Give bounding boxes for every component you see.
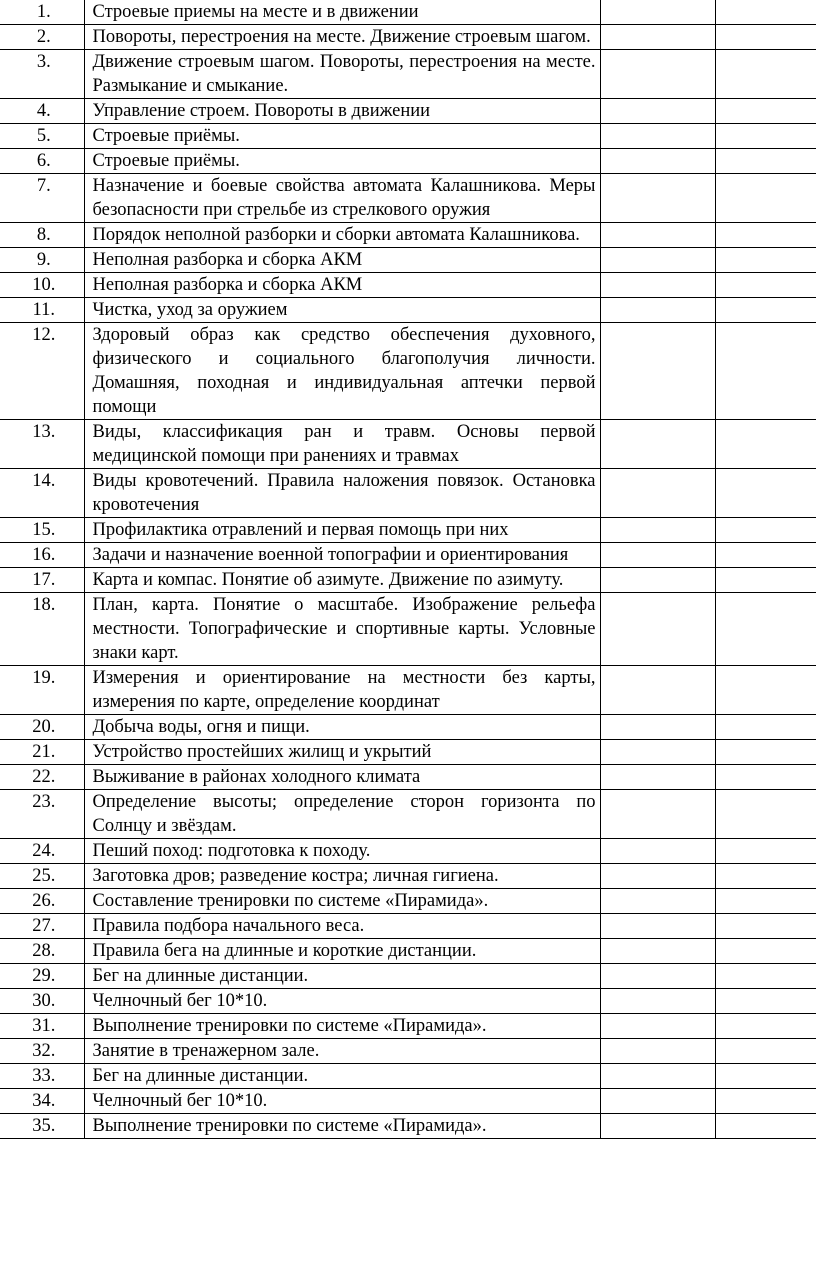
row-number: 17. (0, 568, 84, 593)
date-plan-cell[interactable] (600, 939, 715, 964)
row-topic: Измерения и ориентирование на местности без карты, измерения по карте, определение координат (84, 666, 600, 715)
date-fact-cell[interactable] (715, 939, 816, 964)
row-topic: Задачи и назначение военной топографии и ориентирования (84, 543, 600, 568)
row-number: 29. (0, 964, 84, 989)
table-row (0, 223, 816, 248)
row-topic: Бег на длинные дистанции. (84, 1064, 600, 1089)
date-plan-cell[interactable] (600, 864, 715, 889)
table-row (0, 666, 816, 715)
table-row (0, 765, 816, 790)
row-topic: Заготовка дров; разведение костра; личная гигиена. (84, 864, 600, 889)
table-row (0, 864, 816, 889)
row-number: 5. (0, 124, 84, 149)
date-fact-cell[interactable] (715, 518, 816, 543)
date-plan-cell[interactable] (600, 50, 715, 99)
table-row (0, 1089, 816, 1114)
table-row (0, 889, 816, 914)
date-plan-cell[interactable] (600, 914, 715, 939)
row-topic: Выполнение тренировки по системе «Пирамида». (84, 1114, 600, 1139)
date-fact-cell[interactable] (715, 740, 816, 765)
row-topic: Строевые приемы на месте и в движении (84, 0, 600, 25)
row-number: 9. (0, 248, 84, 273)
row-number: 7. (0, 174, 84, 223)
date-fact-cell[interactable] (715, 666, 816, 715)
date-fact-cell[interactable] (715, 323, 816, 420)
row-topic: Определение высоты; определение сторон горизонта по Солнцу и звёздам. (84, 790, 600, 839)
table-row (0, 1064, 816, 1089)
date-plan-cell[interactable] (600, 740, 715, 765)
table-row (0, 790, 816, 839)
row-topic: Назначение и боевые свойства автомата Калашникова. Меры безопасности при стрельбе из стрелкового оружия (84, 174, 600, 223)
row-topic: Виды кровотечений. Правила наложения повязок. Остановка кровотечения (84, 469, 600, 518)
row-number: 31. (0, 1014, 84, 1039)
date-fact-cell[interactable] (715, 568, 816, 593)
date-plan-cell[interactable] (600, 248, 715, 273)
row-number: 20. (0, 715, 84, 740)
table-row (0, 99, 816, 124)
date-fact-cell[interactable] (715, 99, 816, 124)
date-plan-cell[interactable] (600, 1064, 715, 1089)
date-fact-cell[interactable] (715, 989, 816, 1014)
date-plan-cell[interactable] (600, 273, 715, 298)
date-plan-cell[interactable] (600, 989, 715, 1014)
row-number: 30. (0, 989, 84, 1014)
row-number: 2. (0, 25, 84, 50)
date-fact-cell[interactable] (715, 765, 816, 790)
date-fact-cell[interactable] (715, 593, 816, 666)
date-plan-cell[interactable] (600, 715, 715, 740)
date-fact-cell[interactable] (715, 25, 816, 50)
row-number: 28. (0, 939, 84, 964)
row-number: 25. (0, 864, 84, 889)
date-plan-cell[interactable] (600, 25, 715, 50)
row-number: 32. (0, 1039, 84, 1064)
row-topic: Добыча воды, огня и пищи. (84, 715, 600, 740)
row-number: 35. (0, 1114, 84, 1139)
date-fact-cell[interactable] (715, 914, 816, 939)
row-topic: Пеший поход: подготовка к походу. (84, 839, 600, 864)
date-fact-cell[interactable] (715, 1089, 816, 1114)
row-number: 19. (0, 666, 84, 715)
table-row (0, 1114, 816, 1139)
row-topic: Чистка, уход за оружием (84, 298, 600, 323)
table-row (0, 0, 816, 25)
row-topic: Устройство простейших жилищ и укрытий (84, 740, 600, 765)
date-plan-cell[interactable] (600, 518, 715, 543)
date-fact-cell[interactable] (715, 715, 816, 740)
date-fact-cell[interactable] (715, 790, 816, 839)
row-number: 16. (0, 543, 84, 568)
row-number: 8. (0, 223, 84, 248)
date-fact-cell[interactable] (715, 1014, 816, 1039)
date-fact-cell[interactable] (715, 1114, 816, 1139)
row-number: 6. (0, 149, 84, 174)
date-fact-cell[interactable] (715, 124, 816, 149)
date-fact-cell[interactable] (715, 839, 816, 864)
date-fact-cell[interactable] (715, 964, 816, 989)
table-row (0, 1014, 816, 1039)
table-row (0, 568, 816, 593)
date-plan-cell[interactable] (600, 1039, 715, 1064)
date-plan-cell[interactable] (600, 149, 715, 174)
date-plan-cell[interactable] (600, 99, 715, 124)
row-number: 3. (0, 50, 84, 99)
row-topic: Строевые приёмы. (84, 124, 600, 149)
table-row (0, 593, 816, 666)
row-topic: Движение строевым шагом. Повороты, перестроения на месте. Размыкание и смыкание. (84, 50, 600, 99)
row-number: 22. (0, 765, 84, 790)
date-plan-cell[interactable] (600, 666, 715, 715)
date-plan-cell[interactable] (600, 593, 715, 666)
row-number: 21. (0, 740, 84, 765)
date-fact-cell[interactable] (715, 864, 816, 889)
date-plan-cell[interactable] (600, 0, 715, 25)
date-fact-cell[interactable] (715, 469, 816, 518)
row-topic: Управление строем. Повороты в движении (84, 99, 600, 124)
date-plan-cell[interactable] (600, 1014, 715, 1039)
date-fact-cell[interactable] (715, 223, 816, 248)
date-fact-cell[interactable] (715, 543, 816, 568)
date-fact-cell[interactable] (715, 1039, 816, 1064)
date-plan-cell[interactable] (600, 124, 715, 149)
date-plan-cell[interactable] (600, 1114, 715, 1139)
row-number: 24. (0, 839, 84, 864)
row-topic: Неполная разборка и сборка АКМ (84, 273, 600, 298)
date-plan-cell[interactable] (600, 839, 715, 864)
table-row (0, 323, 816, 420)
table-row (0, 839, 816, 864)
table-row (0, 715, 816, 740)
row-number: 18. (0, 593, 84, 666)
row-topic: Выполнение тренировки по системе «Пирамида». (84, 1014, 600, 1039)
table-row (0, 25, 816, 50)
table-row (0, 149, 816, 174)
table-row (0, 50, 816, 99)
date-plan-cell[interactable] (600, 1089, 715, 1114)
row-number: 10. (0, 273, 84, 298)
date-plan-cell[interactable] (600, 323, 715, 420)
row-number: 15. (0, 518, 84, 543)
date-fact-cell[interactable] (715, 0, 816, 25)
row-number: 26. (0, 889, 84, 914)
table-row (0, 939, 816, 964)
date-fact-cell[interactable] (715, 273, 816, 298)
table-row (0, 248, 816, 273)
date-plan-cell[interactable] (600, 469, 715, 518)
table-row (0, 420, 816, 469)
table-row (0, 543, 816, 568)
row-number: 1. (0, 0, 84, 25)
row-topic: Неполная разборка и сборка АКМ (84, 248, 600, 273)
row-topic: Выживание в районах холодного климата (84, 765, 600, 790)
row-topic: Карта и компас. Понятие об азимуте. Движение по азимуту. (84, 568, 600, 593)
row-topic: Занятие в тренажерном зале. (84, 1039, 600, 1064)
date-plan-cell[interactable] (600, 223, 715, 248)
table-row (0, 964, 816, 989)
table-row (0, 298, 816, 323)
row-topic: Правила подбора начального веса. (84, 914, 600, 939)
table-row (0, 469, 816, 518)
row-topic: Составление тренировки по системе «Пирамида». (84, 889, 600, 914)
row-number: 23. (0, 790, 84, 839)
date-plan-cell[interactable] (600, 765, 715, 790)
row-number: 27. (0, 914, 84, 939)
row-topic: Строевые приёмы. (84, 149, 600, 174)
table-row (0, 740, 816, 765)
table-row (0, 914, 816, 939)
date-fact-cell[interactable] (715, 248, 816, 273)
row-number: 33. (0, 1064, 84, 1089)
date-plan-cell[interactable] (600, 568, 715, 593)
row-topic: Здоровый образ как средство обеспечения духовного, физического и социального благополучия личности. Домашняя, походная и индивидуальная аптечки первой помощи (84, 323, 600, 420)
row-topic: Порядок неполной разборки и сборки автомата Калашникова. (84, 223, 600, 248)
date-plan-cell[interactable] (600, 543, 715, 568)
row-topic: Повороты, перестроения на месте. Движение строевым шагом. (84, 25, 600, 50)
date-fact-cell[interactable] (715, 298, 816, 323)
row-topic: Правила бега на длинные и короткие дистанции. (84, 939, 600, 964)
table-row (0, 518, 816, 543)
date-plan-cell[interactable] (600, 790, 715, 839)
date-plan-cell[interactable] (600, 298, 715, 323)
row-topic: Профилактика отравлений и первая помощь при них (84, 518, 600, 543)
date-plan-cell[interactable] (600, 420, 715, 469)
date-fact-cell[interactable] (715, 149, 816, 174)
date-plan-cell[interactable] (600, 889, 715, 914)
row-topic: Челночный бег 10*10. (84, 989, 600, 1014)
table-row (0, 1039, 816, 1064)
row-number: 11. (0, 298, 84, 323)
date-fact-cell[interactable] (715, 1064, 816, 1089)
table-row (0, 124, 816, 149)
date-fact-cell[interactable] (715, 174, 816, 223)
row-number: 34. (0, 1089, 84, 1114)
row-topic: Виды, классификация ран и травм. Основы первой медицинской помощи при ранениях и травмах (84, 420, 600, 469)
table-row (0, 989, 816, 1014)
row-number: 14. (0, 469, 84, 518)
row-number: 4. (0, 99, 84, 124)
row-topic: Бег на длинные дистанции. (84, 964, 600, 989)
row-number: 13. (0, 420, 84, 469)
row-topic: Челночный бег 10*10. (84, 1089, 600, 1114)
date-plan-cell[interactable] (600, 964, 715, 989)
date-fact-cell[interactable] (715, 50, 816, 99)
table-row (0, 273, 816, 298)
date-fact-cell[interactable] (715, 420, 816, 469)
row-number: 12. (0, 323, 84, 420)
date-fact-cell[interactable] (715, 889, 816, 914)
date-plan-cell[interactable] (600, 174, 715, 223)
row-topic: План, карта. Понятие о масштабе. Изображение рельефа местности. Топографические и спортивные карты. Условные знаки карт. (84, 593, 600, 666)
table-row (0, 174, 816, 223)
